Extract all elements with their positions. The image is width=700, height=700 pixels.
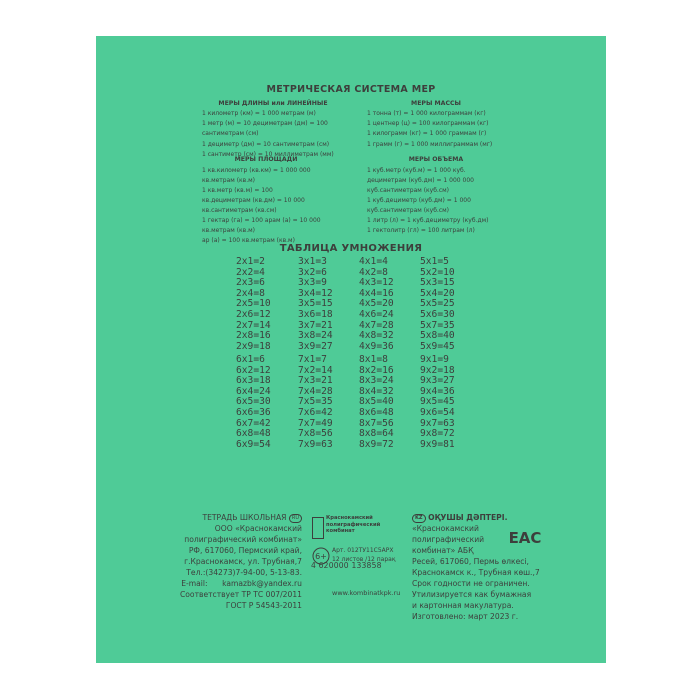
mult-column-7 <box>298 355 333 450</box>
ru-email: E-mail: kamazbk@yandex.ru <box>181 579 302 588</box>
area-line: 1 кв.километр (кв.км) = 1 000 000 <box>202 167 311 174</box>
mult-entry: 8x9=72 <box>359 438 394 450</box>
mult-entry: 2x6=12 <box>236 308 271 320</box>
mult-entry: 3x1=3 <box>298 256 327 267</box>
mult-entry: 8x8=64 <box>359 428 394 440</box>
ru-line: полиграфический комбинат» <box>184 535 302 544</box>
kz-line: Ресей, 617060, Пермь өлкесі, <box>412 557 529 566</box>
mult-entry: 7x2=14 <box>298 364 333 376</box>
volume-line: дециметрам (куб.дм) = 1 000 000 <box>367 177 474 184</box>
barcode-number: 4 620000 133858 <box>311 561 382 570</box>
mult-entry: 7x8=56 <box>298 428 333 440</box>
kz-line: «Краснокамский <box>412 524 479 533</box>
mult-entry: 2x4=8 <box>236 287 265 299</box>
mult-entry: 9x9=81 <box>420 438 455 450</box>
volume-line: 1 куб.дециметр (куб.дм) = 1 000 <box>367 197 471 204</box>
mult-entry: 8x2=16 <box>359 364 394 376</box>
mult-column-5 <box>420 257 455 352</box>
ru-line: ГОСТ Р 54543-2011 <box>225 601 302 610</box>
mult-entry: 4x8=32 <box>359 330 394 342</box>
mult-entry: 5x7=35 <box>420 319 455 331</box>
footer-ru <box>148 512 302 611</box>
ru-line: Тел.:(34273)7-94-00, 5-13-83. <box>186 568 302 577</box>
article-number: Арт. 012ТУ11С5АРХ <box>332 547 394 554</box>
mult-entry: 5x4=20 <box>420 287 455 299</box>
area-line: кв.метрам (кв.м) <box>202 177 255 184</box>
area-line: ар (а) = 100 кв.метрам (кв.м) <box>202 237 295 244</box>
ru-line: Соответствует ТР ТС 007/2011 <box>179 590 302 599</box>
volume-line: 1 гектолитр (гл) = 100 литрам (л) <box>367 227 475 234</box>
area-line: кв.метрам (кв.м) <box>202 227 255 234</box>
publisher-logo <box>312 515 407 541</box>
mult-entry: 8x1=8 <box>359 354 388 365</box>
mult-entry: 7x1=7 <box>298 354 327 365</box>
mult-entry: 8x5=40 <box>359 396 394 408</box>
notebook-cover <box>96 36 606 663</box>
length-line: сантиметрам (см) <box>202 130 259 138</box>
mult-entry: 9x1=9 <box>420 354 449 365</box>
area-block <box>202 166 321 246</box>
metric-title: МЕТРИЧЕСКАЯ СИСТЕМА МЕР <box>266 84 436 95</box>
volume-line: куб.сантиметрам (куб.см) <box>367 207 449 214</box>
kz-line: и картонная макулатура. <box>412 601 514 610</box>
mult-entry: 7x3=21 <box>298 375 333 387</box>
mult-entry: 2x5=10 <box>236 298 271 310</box>
ru-line: г.Краснокамск, ул. Трубная,7 <box>184 557 302 566</box>
ru-line: РФ, 617060, Пермский край, <box>188 546 302 555</box>
mult-entry: 5x9=45 <box>420 340 455 352</box>
mult-entry: 4x6=24 <box>359 308 394 320</box>
mult-entry: 9x8=72 <box>420 428 455 440</box>
mult-entry: 4x2=8 <box>359 266 388 278</box>
area-line: 1 кв.метр (кв.м) = 100 <box>202 187 273 194</box>
ru-line: ООО «Краснокамский <box>214 524 302 533</box>
length-block <box>202 109 334 160</box>
kz-title-line: KZ ОҚУШЫ ДӘПТЕРІ. <box>412 512 540 523</box>
area-line: 1 гектар (га) = 100 арам (а) = 10 000 <box>202 217 321 224</box>
mult-entry: 7x9=63 <box>298 438 333 450</box>
mult-entry: 5x8=40 <box>420 330 455 342</box>
ru-title-line: ТЕТРАДЬ ШКОЛЬНАЯ RU <box>148 512 302 523</box>
mult-entry: 3x2=6 <box>298 266 327 278</box>
mult-column-9 <box>420 355 455 450</box>
mult-entry: 9x3=27 <box>420 375 455 387</box>
volume-line: куб.сантиметрам (куб.см) <box>367 187 449 194</box>
area-line: кв.сантиметрам (кв.см) <box>202 207 277 214</box>
mult-entry: 2x9=18 <box>236 340 271 352</box>
svg-text:6+: 6+ <box>315 552 327 561</box>
mass-line: 1 тонна (т) = 1 000 килограммам (кг) <box>367 110 486 117</box>
mult-entry: 6x5=30 <box>236 396 271 408</box>
mult-entry: 6x8=48 <box>236 428 271 440</box>
mult-entry: 7x6=42 <box>298 406 333 418</box>
mult-entry: 6x7=42 <box>236 417 271 429</box>
volume-line: 1 литр (л) = 1 куб.дециметру (куб.дм) <box>367 217 489 224</box>
mult-entry: 8x7=56 <box>359 417 394 429</box>
mult-entry: 9x6=54 <box>420 406 455 418</box>
length-line: 1 километр (км) = 1 000 метрам (м) <box>202 110 316 117</box>
mult-entry: 5x1=5 <box>420 256 449 267</box>
mult-entry: 5x6=30 <box>420 308 455 320</box>
mass-line: 1 центнер (ц) = 100 килограммам (кг) <box>367 120 489 128</box>
mult-entry: 6x3=18 <box>236 375 271 387</box>
mult-column-6 <box>236 355 271 450</box>
length-line: 1 дециметр (дм) = 10 сантиметрам (см) <box>202 140 330 148</box>
logo-text: Краснокамский полиграфический комбинат <box>326 515 381 535</box>
mult-entry: 3x3=9 <box>298 277 327 289</box>
mult-entry: 4x4=16 <box>359 287 394 299</box>
mass-block <box>367 109 492 150</box>
mult-column-4 <box>359 257 394 352</box>
kz-line: комбинат» АБҚ <box>412 546 474 555</box>
mult-entry: 4x5=20 <box>359 298 394 310</box>
mult-entry: 5x3=15 <box>420 277 455 289</box>
kz-line: полиграфический <box>412 535 485 544</box>
kz-badge: KZ <box>412 514 426 523</box>
mult-entry: 2x8=16 <box>236 330 271 342</box>
length-line: 1 метр (м) = 10 дециметрам (дм) = 100 <box>202 120 328 128</box>
mult-entry: 3x6=18 <box>298 308 333 320</box>
mult-entry: 2x2=4 <box>236 266 265 278</box>
mult-entry: 5x5=25 <box>420 298 455 310</box>
eac-mark-icon <box>509 521 541 553</box>
mult-entry: 3x8=24 <box>298 330 333 342</box>
mult-entry: 9x2=18 <box>420 364 455 376</box>
mult-entry: 6x1=6 <box>236 354 265 365</box>
area-heading: МЕРЫ ПЛОЩАДИ <box>234 156 298 163</box>
kz-line: Изготовлено: март 2023 г. <box>412 612 519 621</box>
mult-entry: 7x5=35 <box>298 396 333 408</box>
mult-column-3 <box>298 257 333 352</box>
length-line: 1 сантиметр (см) = 10 миллиметрам (мм) <box>202 150 334 158</box>
kz-line: Утилизируется как бумажная <box>412 590 532 599</box>
mult-entry: 4x3=12 <box>359 277 394 289</box>
mult-entry: 9x4=36 <box>420 385 455 397</box>
ru-badge: RU <box>289 514 302 523</box>
mult-entry: 6x2=12 <box>236 364 271 376</box>
mult-entry: 7x4=28 <box>298 385 333 397</box>
mult-entry: 9x7=63 <box>420 417 455 429</box>
kz-line: Срок годности не ограничен. <box>412 579 530 588</box>
sheet-count: 12 листов /12 парақ <box>332 555 396 563</box>
mult-column-2 <box>236 257 271 352</box>
mult-entry: 2x3=6 <box>236 277 265 289</box>
mult-entry: 6x9=54 <box>236 438 271 450</box>
mult-entry: 6x6=36 <box>236 406 271 418</box>
mult-entry: 6x4=24 <box>236 385 271 397</box>
mult-entry: 8x3=24 <box>359 375 394 387</box>
mult-entry: 4x7=28 <box>359 319 394 331</box>
multiplication-title: ТАБЛИЦА УМНОЖЕНИЯ <box>279 243 423 254</box>
volume-line: 1 куб.метр (куб.м) = 1 000 куб. <box>367 167 466 174</box>
mult-entry: 2x7=14 <box>236 319 271 331</box>
mult-entry: 3x9=27 <box>298 340 333 352</box>
mult-entry: 7x7=49 <box>298 417 333 429</box>
logo-mark-icon <box>312 517 324 539</box>
mult-entry: 3x5=15 <box>298 298 333 310</box>
mult-entry: 9x5=45 <box>420 396 455 408</box>
mult-entry: 4x1=4 <box>359 256 388 267</box>
mass-line: 1 килограмм (кг) = 1 000 граммам (г) <box>367 130 487 138</box>
svg-text:EAC: EAC <box>509 529 541 547</box>
mass-line: 1 грамм (г) = 1 000 миллиграммам (мг) <box>367 140 493 148</box>
mult-entry: 8x4=32 <box>359 385 394 397</box>
area-line: кв.дециметрам (кв.дм) = 10 000 <box>202 197 305 204</box>
mult-entry: 8x6=48 <box>359 406 394 418</box>
length-heading: МЕРЫ ДЛИНЫ или ЛИНЕЙНЫЕ <box>218 100 328 107</box>
mult-entry: 4x9=36 <box>359 340 394 352</box>
kz-line: Краснокамск к., Трубная көш.,7 <box>412 568 540 577</box>
volume-block <box>367 166 488 236</box>
mult-entry: 3x4=12 <box>298 287 333 299</box>
mass-heading: МЕРЫ МАССЫ <box>411 100 461 107</box>
mult-entry: 3x7=21 <box>298 319 333 331</box>
website: www.kombinatkpk.ru <box>332 589 401 597</box>
volume-heading: МЕРЫ ОБЪЕМА <box>408 156 464 163</box>
mult-entry: 5x2=10 <box>420 266 455 278</box>
mult-column-8 <box>359 355 394 450</box>
mult-entry: 2x1=2 <box>236 256 265 267</box>
